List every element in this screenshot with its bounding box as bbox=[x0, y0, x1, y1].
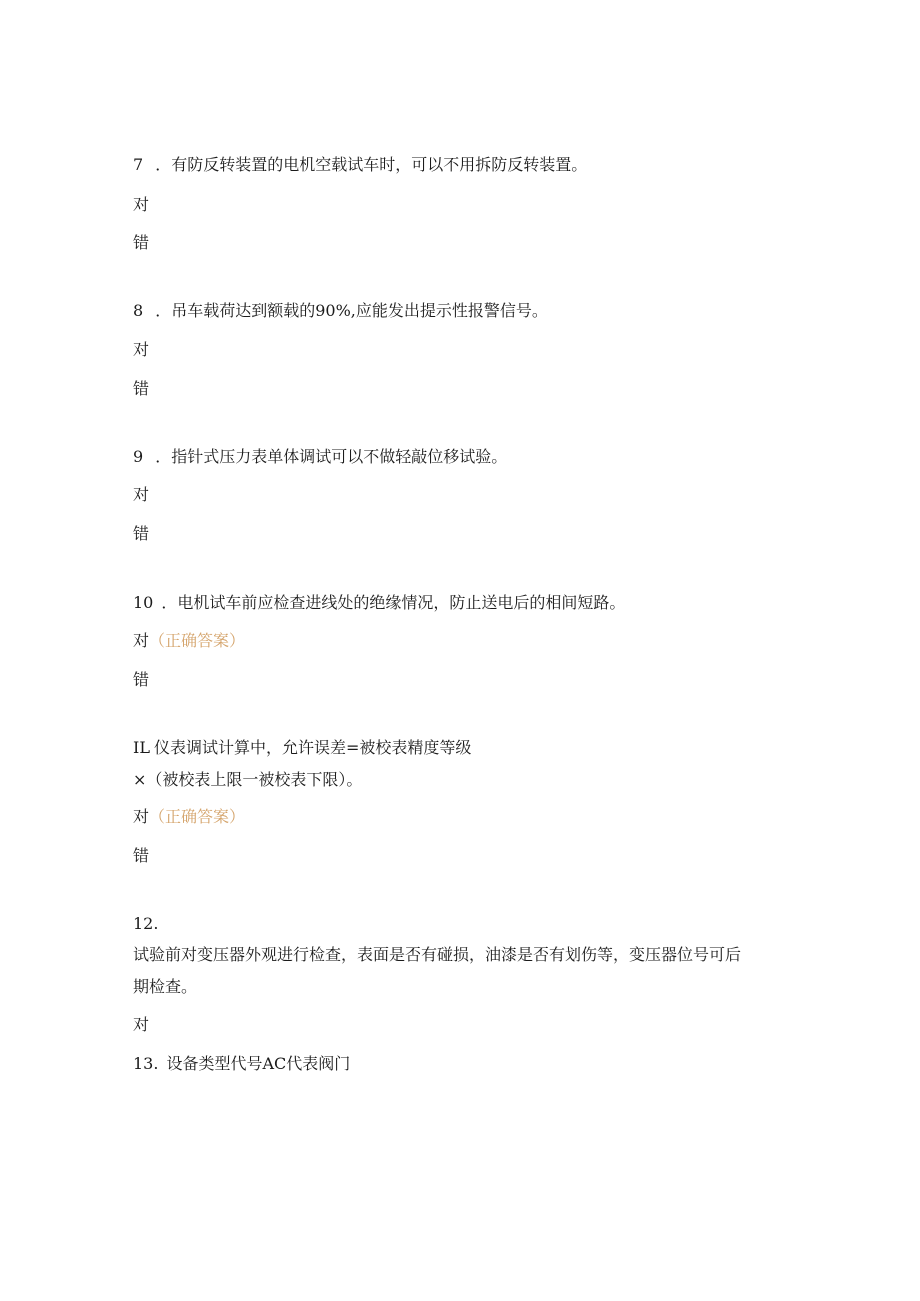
question-11-option-true[interactable] bbox=[133, 807, 245, 827]
question-body: 仪表调试计算中，允许误差=被校表精度等级 bbox=[153, 738, 472, 757]
question-separator: ． bbox=[155, 155, 172, 174]
question-body: 设备类型代号AC代表阀门 bbox=[166, 1054, 351, 1073]
question-7-option-false[interactable] bbox=[133, 233, 149, 253]
option-label: 对 bbox=[133, 631, 150, 650]
option-label: 错 bbox=[133, 379, 150, 398]
correct-answer-mark: （正确答案） bbox=[149, 631, 246, 650]
question-number: 8 bbox=[133, 301, 144, 320]
question-12-text-line1 bbox=[133, 945, 741, 965]
option-label: 对 bbox=[133, 485, 150, 504]
question-body-continued: 期检查。 bbox=[133, 977, 198, 996]
question-number: IL bbox=[133, 738, 150, 757]
question-12-number bbox=[133, 914, 158, 934]
question-7-text bbox=[133, 155, 587, 175]
question-11-option-false[interactable] bbox=[133, 846, 149, 866]
option-label: 错 bbox=[133, 524, 150, 543]
question-10-option-false[interactable] bbox=[133, 670, 149, 690]
question-9-text bbox=[133, 447, 507, 467]
question-number: 10 bbox=[133, 593, 154, 612]
question-body: 指针式压力表单体调试可以不做轻敲位移试验。 bbox=[171, 447, 508, 466]
question-number: 12. bbox=[133, 914, 159, 933]
correct-answer-mark: （正确答案） bbox=[149, 807, 246, 826]
question-body-continued: ×（被校表上限一被校表下限）。 bbox=[133, 770, 363, 789]
question-number: 7 bbox=[133, 155, 144, 174]
question-12-option-true[interactable] bbox=[133, 1015, 149, 1035]
option-label: 对 bbox=[133, 195, 150, 214]
option-label: 错 bbox=[133, 670, 150, 689]
option-label: 错 bbox=[133, 233, 150, 252]
question-10-option-true[interactable] bbox=[133, 631, 245, 651]
question-body: 吊车载荷达到额载的90%,应能发出提示性报警信号。 bbox=[171, 301, 548, 320]
question-number: 9 bbox=[133, 447, 144, 466]
option-label: 对 bbox=[133, 340, 150, 359]
option-label: 错 bbox=[133, 846, 150, 865]
question-13-text bbox=[133, 1054, 350, 1074]
option-label: 对 bbox=[133, 807, 150, 826]
question-body: 电机试车前应检查进线处的绝缘情况，防止送电后的相间短路。 bbox=[177, 593, 626, 612]
question-12-text-line2 bbox=[133, 977, 197, 997]
question-9-option-true[interactable] bbox=[133, 485, 149, 505]
question-body: 试验前对变压器外观进行检查，表面是否有碰损，油漆是否有划伤等，变压器位号可后 bbox=[133, 945, 742, 964]
question-10-text bbox=[133, 593, 625, 613]
question-9-option-false[interactable] bbox=[133, 524, 149, 544]
question-separator: ． bbox=[155, 447, 172, 466]
question-separator: ． bbox=[155, 301, 172, 320]
question-11-text-line1 bbox=[133, 738, 471, 758]
question-7-option-true[interactable] bbox=[133, 195, 149, 215]
question-separator: ． bbox=[161, 593, 178, 612]
option-label: 对 bbox=[133, 1015, 150, 1034]
question-8-option-true[interactable] bbox=[133, 340, 149, 360]
question-11-text-line2 bbox=[133, 770, 362, 790]
question-8-text bbox=[133, 301, 548, 321]
question-8-option-false[interactable] bbox=[133, 379, 149, 399]
question-number: 13. bbox=[133, 1054, 159, 1073]
question-body: 有防反转装置的电机空载试车时，可以不用拆防反转装置。 bbox=[171, 155, 588, 174]
